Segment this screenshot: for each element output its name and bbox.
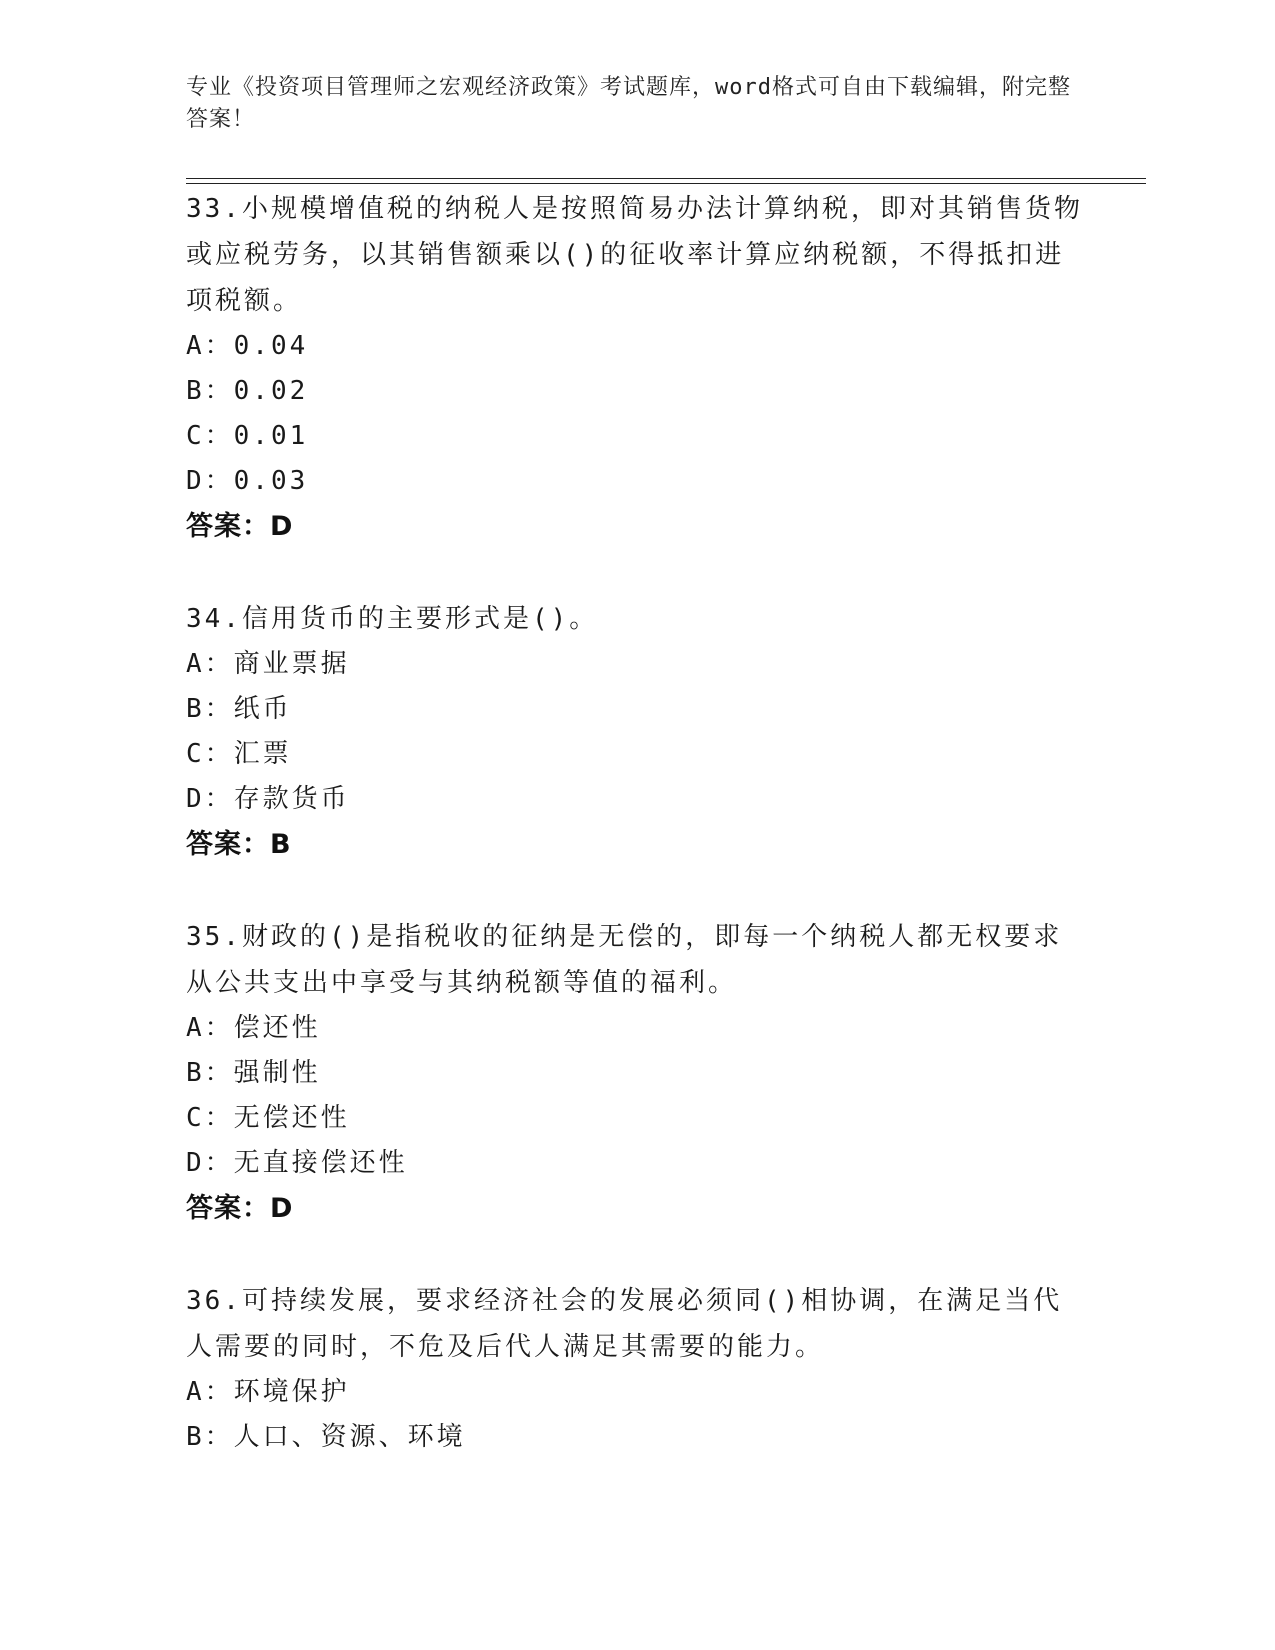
option-key: A：	[186, 1377, 234, 1407]
option-text: 无偿还性	[233, 1103, 350, 1133]
option-key: A：	[186, 649, 234, 679]
option-d	[186, 459, 1086, 504]
option-text: 偿还性	[233, 1013, 321, 1043]
option-key: D：	[186, 1148, 234, 1178]
answer: 答案：D	[186, 1193, 294, 1224]
header-divider-top	[186, 178, 1146, 179]
question-stem: 34.信用货币的主要形式是()。	[186, 604, 599, 634]
question-35	[186, 914, 1086, 1232]
option-text: 0.01	[233, 421, 309, 451]
option-key: A：	[186, 331, 234, 361]
question-stem: 35.财政的()是指税收的征纳是无偿的，即每一个纳税人都无权要求从公共支出中享受与其纳税额等值的福利。	[186, 922, 1063, 998]
question-33	[186, 186, 1086, 550]
option-key: C：	[186, 739, 234, 769]
option-key: C：	[186, 1103, 234, 1133]
option-c	[186, 414, 1086, 459]
option-text: 强制性	[233, 1058, 321, 1088]
answer: 答案：B	[186, 829, 292, 860]
option-c	[186, 1096, 1086, 1141]
question-list	[186, 186, 1086, 1506]
option-b	[186, 687, 1086, 732]
answer: 答案：D	[186, 511, 294, 542]
option-key: D：	[186, 784, 234, 814]
option-key: C：	[186, 421, 234, 451]
question-stem: 36.可持续发展，要求经济社会的发展必须同()相协调，在满足当代人需要的同时，不危及后代人满足其需要的能力。	[186, 1286, 1063, 1362]
option-b	[186, 369, 1086, 414]
option-text: 纸币	[233, 694, 292, 724]
question-36	[186, 1278, 1086, 1460]
option-text: 0.03	[233, 466, 309, 496]
option-text: 存款货币	[233, 784, 350, 814]
option-c	[186, 732, 1086, 777]
option-b	[186, 1051, 1086, 1096]
option-text: 0.02	[233, 376, 309, 406]
option-a	[186, 1370, 1086, 1415]
option-key: B：	[186, 694, 234, 724]
option-text: 0.04	[233, 331, 309, 361]
question-34	[186, 596, 1086, 868]
document-intro: 专业《投资项目管理师之宏观经济政策》考试题库，word格式可自由下载编辑，附完整答案！	[186, 75, 1071, 132]
option-a	[186, 1006, 1086, 1051]
option-d	[186, 777, 1086, 822]
option-d	[186, 1141, 1086, 1186]
option-text: 人口、资源、环境	[233, 1422, 466, 1452]
option-b	[186, 1415, 1086, 1460]
header-divider-bottom	[186, 183, 1146, 184]
option-key: B：	[186, 376, 234, 406]
option-text: 环境保护	[233, 1377, 350, 1407]
option-key: D：	[186, 466, 234, 496]
option-text: 商业票据	[233, 649, 350, 679]
option-key: B：	[186, 1058, 234, 1088]
option-a	[186, 324, 1086, 369]
option-text: 无直接偿还性	[233, 1148, 408, 1178]
option-text: 汇票	[233, 739, 292, 769]
option-key: B：	[186, 1422, 234, 1452]
option-a	[186, 642, 1086, 687]
question-stem: 33.小规模增值税的纳税人是按照简易办法计算纳税，即对其销售货物或应税劳务，以其销售额乘以()的征收率计算应纳税额，不得抵扣进项税额。	[186, 194, 1083, 316]
option-key: A：	[186, 1013, 234, 1043]
